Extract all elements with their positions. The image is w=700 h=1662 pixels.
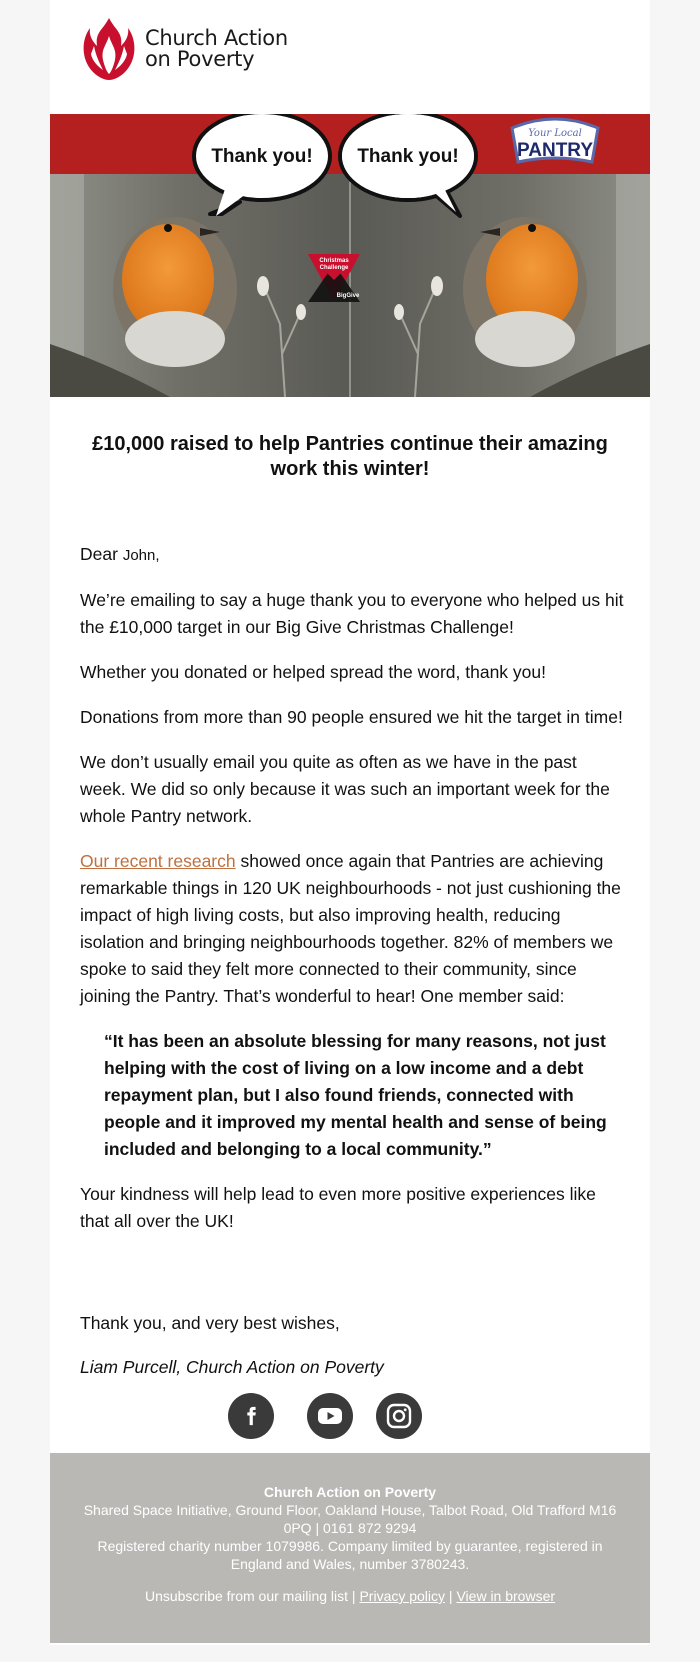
- paragraph-donations: Donations from more than 90 people ensured we hit the target in time!: [80, 707, 623, 727]
- facebook-icon: [240, 1405, 262, 1427]
- member-quote: “It has been an absolute blessing for many reasons, not just helping with the cost of living on a low income and a debt repayment plan, but I also found friends, connected with people and it improved my mental health and sense of being included and belonging to a local community.”: [104, 1031, 607, 1159]
- paragraph-kindness: Your kindness will help lead to even more positive experiences like that all over the UK!: [80, 1184, 596, 1231]
- facebook-button[interactable]: [228, 1393, 274, 1439]
- social-links: [50, 1393, 650, 1441]
- research-link[interactable]: Our recent research: [80, 851, 236, 871]
- instagram-icon: [386, 1403, 412, 1429]
- flame-icon: [79, 16, 139, 82]
- email-footer: [50, 1453, 650, 1643]
- greeting-word: Dear: [80, 544, 118, 564]
- challenge-line1: Christmas: [319, 258, 349, 264]
- hero-banner: [50, 114, 650, 397]
- footer-separator-2: |: [445, 1588, 457, 1604]
- email-container: [50, 0, 650, 1645]
- research-text: showed once again that Pantries are achieving remarkable things in 120 UK neighbourhoods - not just cushioning the impact of high living costs, but also improving health, reducing isolation and bringing neighbourhoods together. 82% of members we spoke to said they felt more connected to their community, since joining the Pantry. That’s wonderful to hear! One member said:: [80, 851, 621, 1006]
- church-action-logo[interactable]: [79, 16, 288, 82]
- bubble-left-text: Thank you!: [211, 146, 313, 167]
- biggive-text: BigGive: [336, 293, 360, 299]
- youtube-icon: [317, 1406, 343, 1426]
- paragraph-email-frequency: We don’t usually email you quite as often as we have in the past week. We did so only because it was such an important week for the whole Pantry network.: [80, 752, 610, 826]
- footer-address: Shared Space Initiative, Ground Floor, Oakland House, Talbot Road, Old Trafford M16 0PQ | 0161 872 9294: [83, 1502, 617, 1536]
- footer-links: [50, 1587, 650, 1605]
- footer-charity-info: Registered charity number 1079986. Company limited by guarantee, registered in England and Wales, number 3780243.: [97, 1538, 603, 1572]
- headline: £10,000 raised to help Pantries continue their amazing work this winter!: [92, 433, 608, 480]
- logo-line-1: Church Action: [145, 26, 288, 50]
- signature: Liam Purcell, Church Action on Poverty: [80, 1357, 384, 1377]
- footer-separator-1: |: [348, 1588, 360, 1604]
- greeting-name: John,: [122, 547, 160, 564]
- signoff: Thank you, and very best wishes,: [80, 1313, 340, 1333]
- view-in-browser-link[interactable]: View in browser: [456, 1588, 556, 1604]
- greeting: [80, 541, 625, 569]
- your-local-pantry-badge: [512, 119, 598, 162]
- pantry-badge-big: PANTRY: [517, 140, 593, 161]
- bubble-right-text: Thank you!: [357, 146, 459, 167]
- footer-org-name: Church Action on Poverty: [263, 1484, 437, 1500]
- unsubscribe-text[interactable]: Unsubscribe from our mailing list: [144, 1588, 349, 1604]
- email-header: [50, 0, 650, 107]
- youtube-button[interactable]: [307, 1393, 353, 1439]
- robin-thank-you-image: [50, 114, 650, 397]
- paragraph-donated: Whether you donated or helped spread the word, thank you!: [80, 662, 546, 682]
- instagram-button[interactable]: [376, 1393, 422, 1439]
- pantry-badge-small: Your Local: [528, 128, 582, 139]
- paragraph-thank-you: We’re emailing to say a huge thank you to everyone who helped us hit the £10,000 target in our Big Give Christmas Challenge!: [80, 590, 624, 637]
- email-body: [80, 541, 625, 1253]
- robin-right: [463, 217, 587, 367]
- logo-line-2: on Poverty: [145, 47, 255, 71]
- challenge-line2: Challenge: [319, 265, 349, 271]
- privacy-policy-link[interactable]: Privacy policy: [359, 1588, 446, 1604]
- paragraph-research: [80, 848, 625, 1010]
- robin-left: [113, 217, 237, 367]
- logo-text: [145, 28, 288, 70]
